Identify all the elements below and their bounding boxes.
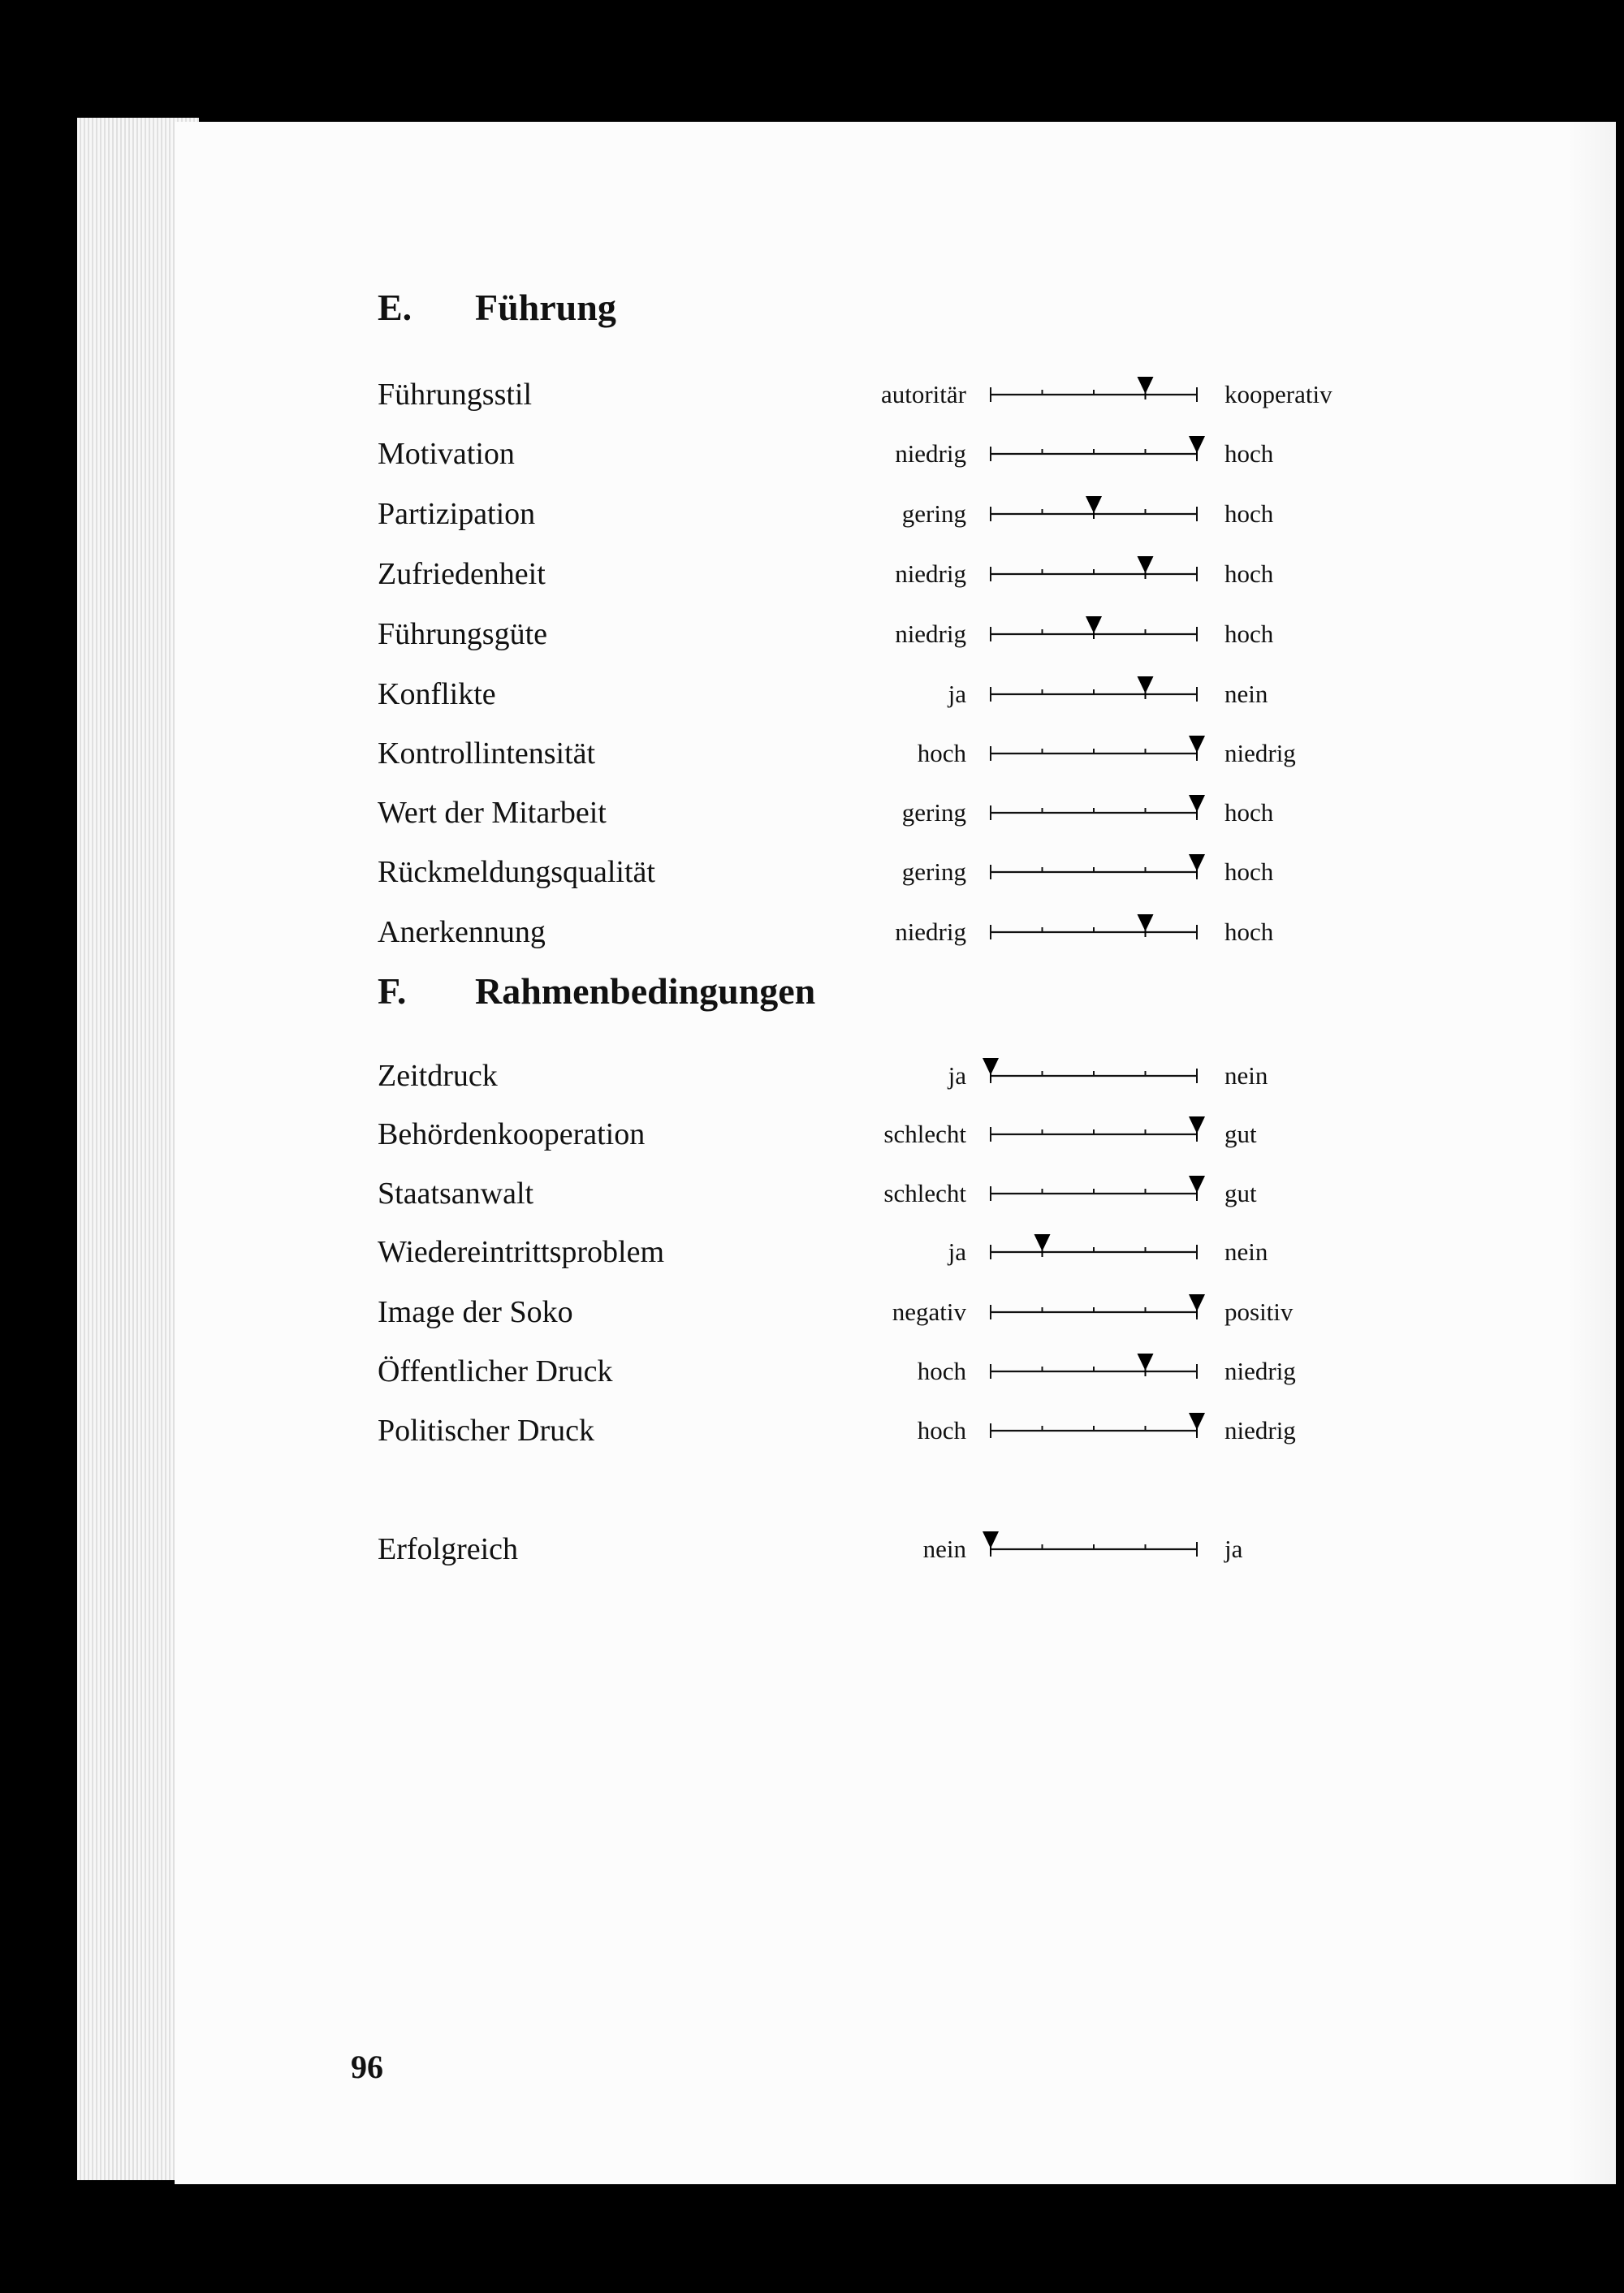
scale-left-anchor: hoch: [917, 739, 966, 767]
scale-left-anchor: autoritär: [880, 380, 966, 408]
section-heading: [378, 969, 815, 1013]
rating-scale: [987, 1171, 1200, 1203]
rating-scale: [987, 790, 1200, 823]
scale-right-anchor: hoch: [1224, 499, 1274, 528]
scale-left-anchor: ja: [948, 1237, 966, 1266]
scale-left-anchor: schlecht: [883, 1120, 966, 1148]
scale-right-anchor: hoch: [1224, 439, 1274, 468]
rating-marker: [1138, 914, 1154, 931]
item-label: Partizipation: [378, 497, 536, 531]
page-number: 96: [351, 2049, 383, 2085]
scale-right-anchor: ja: [1224, 1535, 1243, 1563]
scale-right-anchor: kooperativ: [1224, 380, 1332, 408]
rating-scale: [987, 431, 1200, 464]
item-label: Kontrollintensität: [378, 736, 596, 771]
scale-left-anchor: negativ: [892, 1298, 966, 1326]
item-label: Führungsstil: [378, 378, 533, 412]
item-label: Behördenkooperation: [378, 1117, 646, 1151]
rating-scale: [987, 671, 1200, 704]
rating-scale: [987, 372, 1200, 404]
scale-right-anchor: hoch: [1224, 798, 1274, 827]
rating-marker: [1138, 556, 1154, 573]
section-title-text: Rahmenbedingungen: [475, 970, 816, 1012]
page-sheet: [175, 122, 1616, 2184]
item-label: Staatsanwalt: [378, 1177, 534, 1211]
item-label: Wiedereintrittsproblem: [378, 1235, 665, 1269]
scale-left-anchor: ja: [948, 680, 966, 708]
item-label: Öffentlicher Druck: [378, 1354, 613, 1388]
rating-scale: [987, 1349, 1200, 1381]
scale-right-anchor: hoch: [1224, 620, 1274, 648]
rating-marker: [1138, 676, 1154, 693]
rating-scale: [987, 1229, 1200, 1262]
rating-marker: [1086, 496, 1102, 513]
section-heading: [378, 286, 616, 329]
rating-marker: [1086, 616, 1102, 633]
scale-right-anchor: nein: [1224, 680, 1268, 708]
rating-marker: [1034, 1234, 1051, 1251]
item-label: Führungsgüte: [378, 617, 547, 651]
item-label: Zufriedenheit: [378, 557, 546, 591]
rating-scale: [987, 1408, 1200, 1440]
rating-scale: [987, 1053, 1200, 1086]
item-label: Rückmeldungsqualität: [378, 855, 655, 889]
item-label: Konflikte: [378, 677, 496, 711]
item-label: Politischer Druck: [378, 1414, 595, 1448]
scale-right-anchor: hoch: [1224, 857, 1274, 886]
section-title-text: Führung: [475, 287, 616, 328]
scale-left-anchor: hoch: [917, 1357, 966, 1385]
scale-left-anchor: niedrig: [895, 620, 966, 648]
scale-right-anchor: niedrig: [1224, 739, 1296, 767]
scale-left-anchor: schlecht: [883, 1179, 966, 1207]
scale-left-anchor: niedrig: [895, 439, 966, 468]
rating-marker: [1138, 377, 1154, 394]
rating-scale: [987, 611, 1200, 644]
scale-right-anchor: niedrig: [1224, 1357, 1296, 1385]
rating-scale: [987, 1112, 1200, 1144]
scale-left-anchor: gering: [901, 499, 966, 528]
rating-scale: [987, 849, 1200, 882]
item-label: Anerkennung: [378, 915, 546, 949]
section-letter: E.: [378, 287, 412, 328]
scale-right-anchor: hoch: [1224, 559, 1274, 588]
scale-left-anchor: gering: [901, 857, 966, 886]
item-label: Erfolgreich: [378, 1532, 519, 1566]
scale-left-anchor: gering: [901, 798, 966, 827]
scale-right-anchor: niedrig: [1224, 1416, 1296, 1444]
scale-right-anchor: nein: [1224, 1061, 1268, 1090]
item-label: Motivation: [378, 437, 515, 471]
scale-left-anchor: nein: [922, 1535, 966, 1563]
section-letter: F.: [378, 970, 407, 1012]
scale-right-anchor: gut: [1224, 1179, 1257, 1207]
rating-scale: [987, 491, 1200, 524]
scale-right-anchor: hoch: [1224, 918, 1274, 946]
item-label: Zeitdruck: [378, 1059, 498, 1093]
scale-right-anchor: nein: [1224, 1237, 1268, 1266]
scale-right-anchor: gut: [1224, 1120, 1257, 1148]
rating-scale: [987, 551, 1200, 584]
scale-left-anchor: hoch: [917, 1416, 966, 1444]
rating-scale: [987, 1527, 1200, 1559]
scale-right-anchor: positiv: [1224, 1298, 1294, 1326]
scale-left-anchor: niedrig: [895, 918, 966, 946]
rating-scale: [987, 909, 1200, 942]
item-label: Image der Soko: [378, 1295, 573, 1329]
rating-scale: [987, 1289, 1200, 1322]
rating-scale: [987, 731, 1200, 763]
rating-marker: [1138, 1354, 1154, 1371]
scale-left-anchor: ja: [948, 1061, 966, 1090]
scale-left-anchor: niedrig: [895, 559, 966, 588]
item-label: Wert der Mitarbeit: [378, 796, 607, 830]
